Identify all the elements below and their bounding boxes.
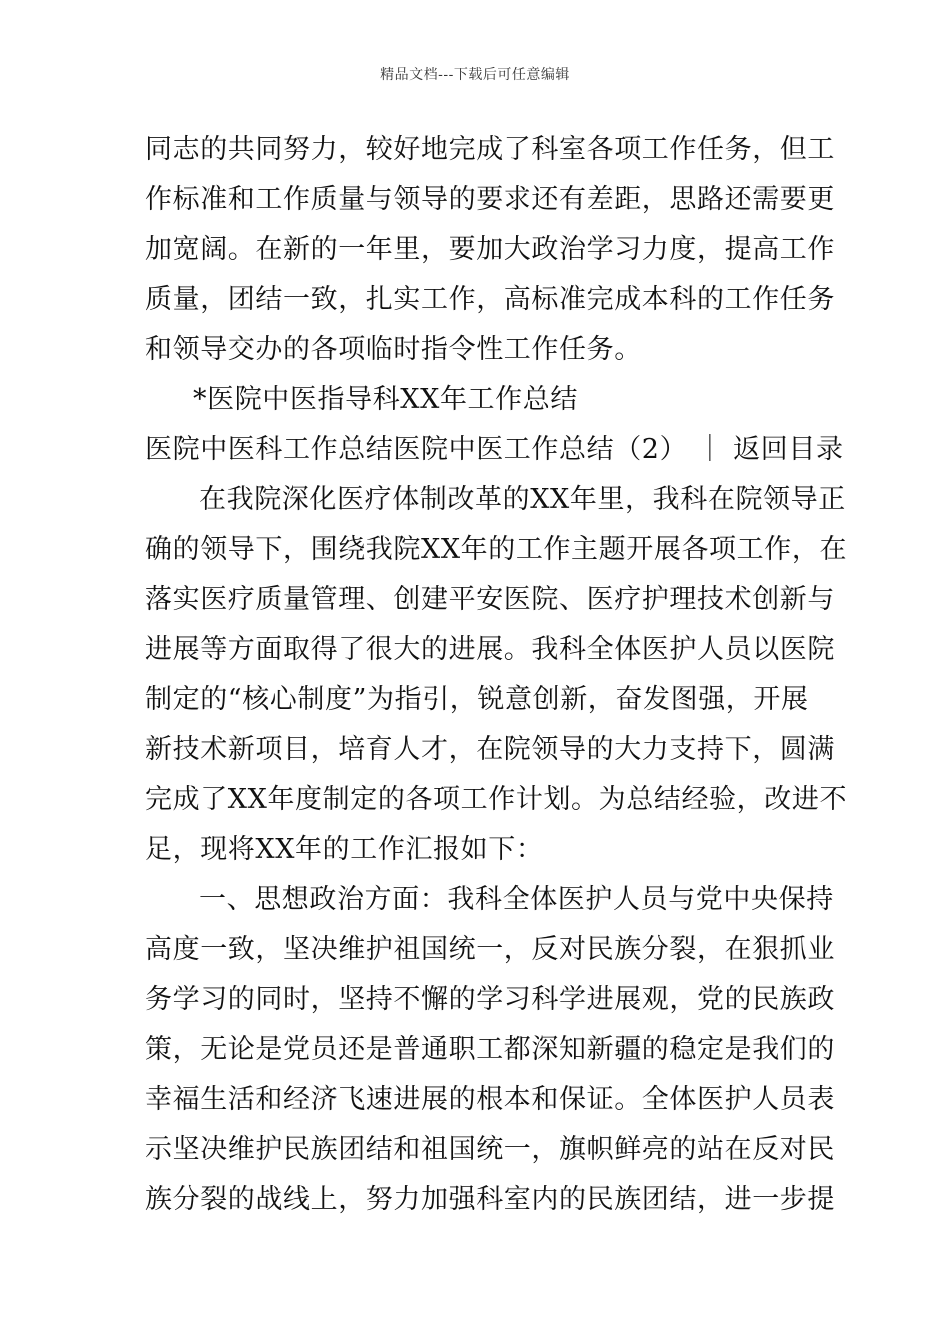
body-line: 完成了XX年度制定的各项工作计划。为总结经验，改进不 bbox=[145, 784, 848, 815]
body-line: 确的领导下，围绕我院XX年的工作主题开展各项工作，在 bbox=[145, 534, 848, 565]
document-body bbox=[145, 125, 848, 1225]
body-line: 高度一致，坚决维护祖国统一，反对民族分裂，在狠抓业 bbox=[145, 934, 835, 965]
body-line: 作标准和工作质量与领导的要求还有差距，思路还需要更 bbox=[145, 184, 835, 215]
body-line: 落实医疗质量管理、创建平安医院、医疗护理技术创新与 bbox=[145, 584, 835, 615]
body-line: 质量，团结一致，扎实工作，高标准完成本科的工作任务 bbox=[145, 284, 835, 315]
section-title: *医院中医指导科XX年工作总结 bbox=[193, 384, 578, 415]
body-line: 务学习的同时，坚持不懈的学习科学进展观，党的民族政 bbox=[145, 984, 835, 1015]
paragraph-start: 在我院深化医疗体制改革的XX年里，我科在院领导正 bbox=[199, 484, 846, 515]
body-line: 进展等方面取得了很大的进展。我科全体医护人员以医院 bbox=[145, 634, 835, 665]
body-line: 足，现将XX年的工作汇报如下： bbox=[145, 834, 544, 865]
article-title-link[interactable]: 医院中医科工作总结医院中医工作总结（2） ｜ 返回目录 bbox=[145, 434, 844, 465]
body-line: 制定的“核心制度”为指引，锐意创新，奋发图强，开展 bbox=[145, 684, 809, 715]
body-line: 和领导交办的各项临时指令性工作任务。 bbox=[145, 334, 642, 365]
body-line: 新技术新项目，培育人才，在院领导的大力支持下，圆满 bbox=[145, 734, 835, 765]
page-header: 精品文档---下载后可任意编辑 bbox=[380, 67, 570, 83]
body-line: 幸福生活和经济飞速进展的根本和保证。全体医护人员表 bbox=[145, 1084, 835, 1115]
body-line: 族分裂的战线上，努力加强科室内的民族团结，进一步提 bbox=[145, 1184, 835, 1215]
body-line: 示坚决维护民族团结和祖国统一，旗帜鲜亮的站在反对民 bbox=[145, 1134, 835, 1165]
body-line: 策，无论是党员还是普通职工都深知新疆的稳定是我们的 bbox=[145, 1034, 835, 1065]
body-line: 加宽阔。在新的一年里，要加大政治学习力度，提高工作 bbox=[145, 234, 835, 265]
paragraph-start: 一、思想政治方面：我科全体医护人员与党中央保持 bbox=[199, 884, 834, 915]
body-line: 同志的共同努力，较好地完成了科室各项工作任务，但工 bbox=[145, 134, 835, 165]
